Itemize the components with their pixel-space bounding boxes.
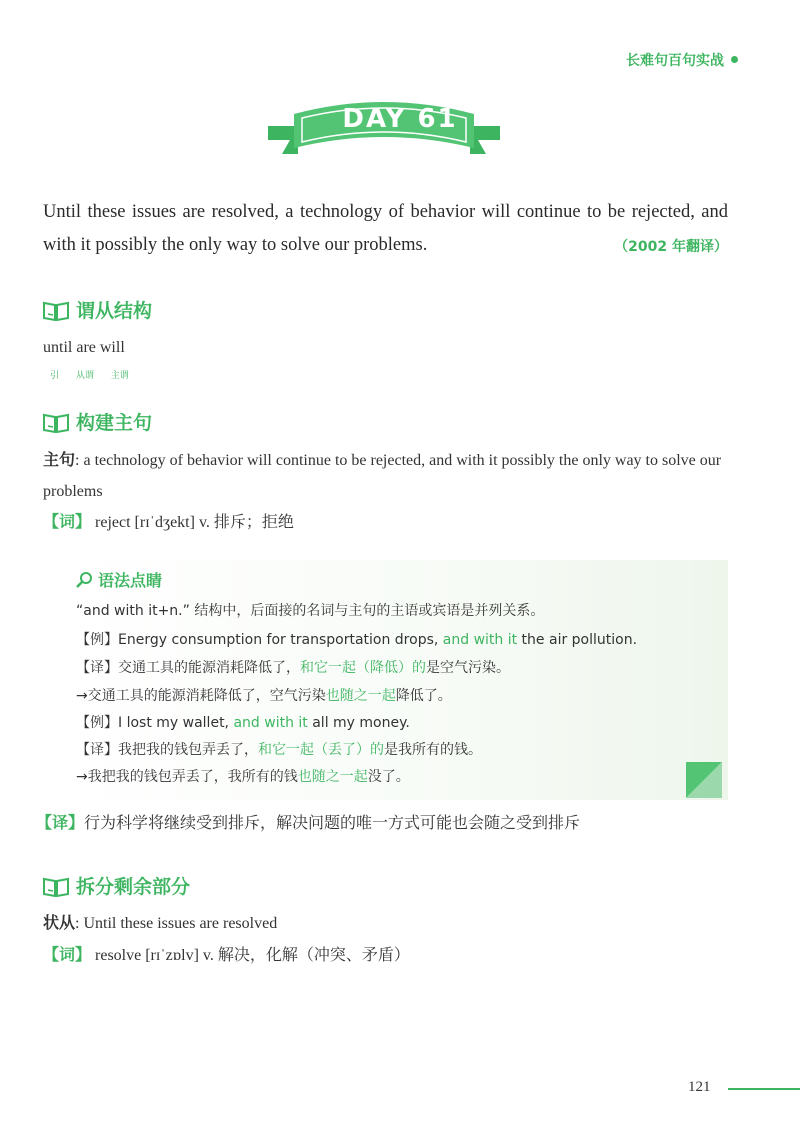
header-dot bbox=[731, 56, 738, 63]
vocab-label: 【词】 bbox=[43, 512, 92, 531]
example-highlight: and with it bbox=[442, 632, 518, 648]
rewrite-highlight: 也随之一起 bbox=[325, 688, 396, 704]
rewrite-2 bbox=[76, 766, 410, 786]
book-icon bbox=[42, 875, 70, 897]
main-clause-text bbox=[43, 444, 728, 507]
grammar-box bbox=[68, 560, 728, 800]
tag-intro: 引 bbox=[50, 371, 60, 381]
remaining-vocab bbox=[43, 939, 728, 971]
example-label: 【例】 bbox=[76, 715, 118, 731]
main-vocab bbox=[43, 506, 728, 538]
translation-1 bbox=[76, 657, 510, 677]
section-title-text: 构建主句 bbox=[76, 412, 153, 434]
book-icon bbox=[42, 411, 70, 433]
rewrite-text: 降低了。 bbox=[395, 688, 452, 704]
grammar-rule: “and with it+n.” 结构中，后面接的名词与主句的主语或宾语是并列关系。 bbox=[76, 603, 545, 619]
rewrite-highlight: 也随之一起 bbox=[297, 769, 368, 785]
vocab-label: 【词】 bbox=[43, 945, 92, 964]
example-1 bbox=[76, 629, 637, 649]
translation-label: 【译】 bbox=[36, 813, 85, 832]
sentence-text: Until these issues are resolved, a technology of behavior will continue to be rejected, and with it possibly the only way to solve our problems. bbox=[43, 202, 728, 255]
sentence-source: （2002 年翻译） bbox=[614, 239, 728, 255]
book-icon bbox=[42, 299, 70, 321]
vocab-text: reject [rɪˈdʒekt] v. 排斥；拒绝 bbox=[95, 514, 294, 531]
clause-label: 状从 bbox=[43, 913, 76, 932]
translation-2 bbox=[76, 739, 482, 759]
day-banner-label: DAY 61 bbox=[342, 104, 458, 134]
example-2 bbox=[76, 712, 410, 732]
exam-sentence bbox=[43, 196, 728, 264]
predicate-words: until are will bbox=[43, 339, 125, 356]
section-title-remaining bbox=[42, 872, 190, 899]
corner-fold bbox=[686, 762, 722, 798]
section-title-main-clause bbox=[42, 408, 152, 435]
predicate-tags bbox=[50, 368, 143, 381]
rewrite-text: 没了。 bbox=[367, 769, 410, 785]
grammar-title-text: 语法点睛 bbox=[98, 571, 163, 590]
magnifier-icon bbox=[76, 571, 94, 589]
rewrite-text: →交通工具的能源消耗降低了，空气污染 bbox=[76, 688, 326, 704]
tag-main-predicate: 主谓 bbox=[110, 371, 129, 381]
translation-text: 是我所有的钱。 bbox=[384, 742, 482, 758]
vocab-text: resolve [rɪˈzɒlv] v. 解决，化解（冲突、矛盾） bbox=[95, 947, 410, 964]
rewrite-text: →我把我的钱包弄丢了，我所有的钱 bbox=[76, 769, 298, 785]
section-title-text: 谓从结构 bbox=[76, 300, 153, 322]
header-tag: 长难句百句实战 bbox=[626, 53, 724, 69]
section-title-predicate bbox=[42, 296, 152, 323]
translation-label: 【译】 bbox=[76, 742, 118, 758]
example-text: Energy consumption for transportation drops, bbox=[118, 632, 443, 648]
page-rule bbox=[728, 1088, 800, 1090]
page-number: 121 bbox=[688, 1079, 711, 1095]
translation-text: 是空气污染。 bbox=[426, 660, 510, 676]
rewrite-1 bbox=[76, 685, 452, 705]
translation-highlight: 和它一起（降低）的 bbox=[300, 660, 426, 676]
tag-clause-predicate: 从谓 bbox=[75, 371, 94, 381]
clause-text: : Until these issues are resolved bbox=[75, 915, 278, 932]
full-translation bbox=[36, 807, 721, 839]
example-text: all my money. bbox=[307, 715, 410, 731]
adverbial-clause bbox=[43, 907, 728, 939]
grammar-title bbox=[76, 568, 162, 591]
main-clause-label: 主句 bbox=[43, 450, 76, 469]
translation-text: 我把我的钱包弄丢了， bbox=[118, 742, 258, 758]
example-text: I lost my wallet, bbox=[118, 715, 234, 731]
example-text: the air pollution. bbox=[517, 632, 638, 648]
example-label: 【例】 bbox=[76, 632, 118, 648]
main-clause-body: : a technology of behavior will continue to be rejected, and with it possibly the only way to solve our problems bbox=[43, 452, 722, 500]
section-title-text: 拆分剩余部分 bbox=[76, 876, 191, 898]
translation-highlight: 和它一起（丢了）的 bbox=[258, 742, 384, 758]
translation-text: 交通工具的能源消耗降低了， bbox=[118, 660, 300, 676]
example-highlight: and with it bbox=[233, 715, 308, 731]
translation-label: 【译】 bbox=[76, 660, 118, 676]
translation-text: 行为科学将继续受到排斥，解决问题的唯一方式可能也会随之受到排斥 bbox=[84, 815, 581, 832]
